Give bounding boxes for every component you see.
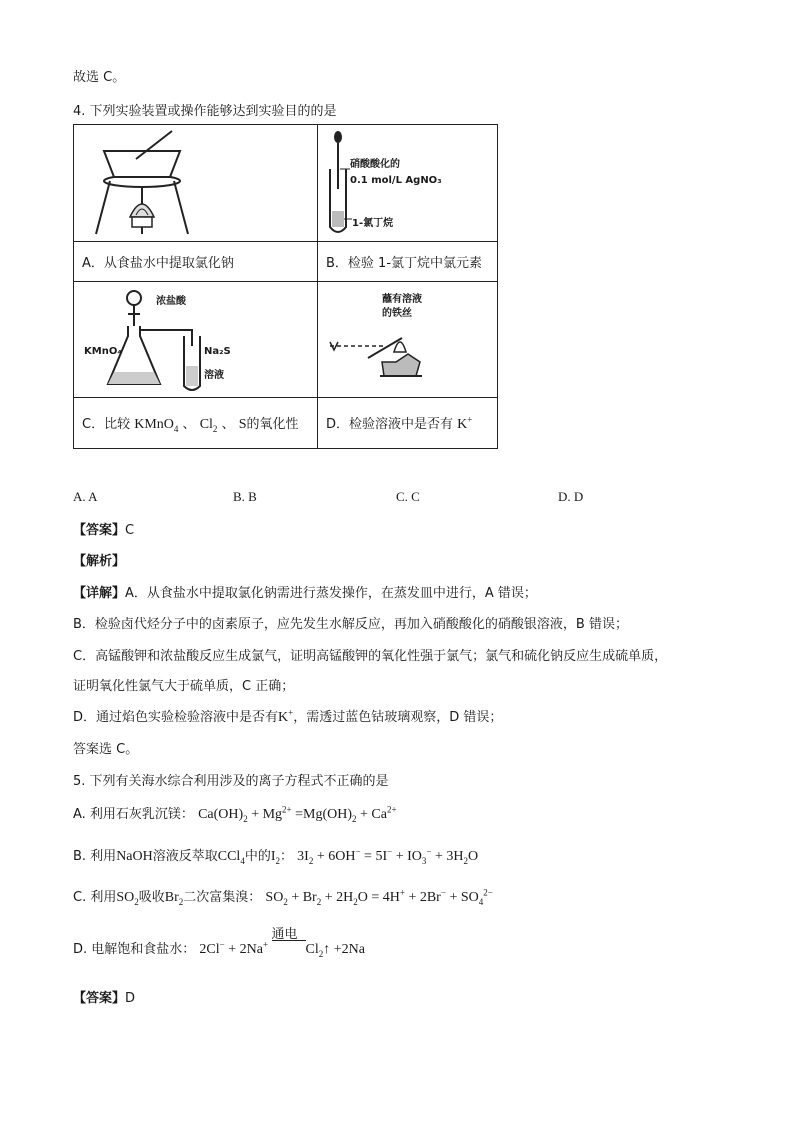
analysis-tag: 【解析】 (73, 554, 126, 569)
question-4-stem: 4. 下列实验装置或操作能够达到实验目的的是 (73, 104, 337, 119)
caption-d-ion: K+ (457, 414, 473, 432)
q5-option-b: B. 利用NaOH溶液反萃取CCl$_4$中的$I_2$： $3I_2 + 6OH^- = 5I^- + IO_3^- + 3H_2O$ (73, 846, 479, 866)
q5-equation-a: $Ca(OH)_2 + Mg^{2+} =Mg(OH)_2 + Ca^{2+}$ (198, 804, 397, 824)
detail-a: 【详解】A．从食盐水中提取氯化钠需进行蒸发操作，在蒸发皿中进行，A 错误； (73, 586, 537, 601)
option-c: C. C (396, 489, 420, 504)
evaporation-apparatus-icon (92, 129, 192, 239)
detail-c-line-1: C．高锰酸钾和浓盐酸反应生成氯气，证明高锰酸钾的氧化性强于氯气；氯气和硫化钠反应生成硫单质， (73, 649, 668, 664)
q5-equation-b: $3I_2 + 6OH^- = 5I^- + IO_3^- + 3H_2O$ (297, 846, 479, 866)
figure-b-label-2: 0.1 mol/L AgNO₃ (350, 175, 442, 186)
answer-q4: 【答案】C (73, 523, 135, 538)
caption-c-kmno4: KMnO$_4$ (134, 416, 179, 434)
q5-option-d: D. 电解饱和食盐水： 2Cl− + 2Na+ 通电 $Cl_2↑ +2Na$ (73, 927, 366, 959)
figure-d-flame (318, 282, 498, 398)
figure-b-label-3: 1-氯丁烷 (352, 218, 394, 229)
figure-b-test-tube (318, 125, 498, 242)
caption-c-cl2: $Cl_2$ (199, 416, 218, 434)
option-d: D. D (558, 489, 584, 504)
figure-d-label-2: 的铁丝 (382, 308, 412, 319)
figure-d-label-1: 蘸有溶液 (382, 294, 422, 305)
caption-d: D．检验溶液中是否有 K+ (318, 398, 498, 449)
option-b: B. B (233, 489, 257, 504)
caption-c: C．比较 KMnO$_4$ 、 $Cl_2$ 、 S的氧化性 (74, 398, 318, 449)
conclusion-q4: 答案选 C。 (73, 742, 139, 757)
figure-a-evaporation (74, 125, 318, 242)
caption-a: A．从食盐水中提取氯化钠 (74, 242, 318, 282)
figure-c-label-kmno4: KMnO₄ (84, 346, 122, 357)
detail-c-line-2: 证明氧化性氯气大于硫单质，C 正确； (73, 679, 295, 694)
previous-conclusion: 故选 C。 (73, 70, 126, 85)
q5-option-c: C. 利用$SO_2$吸收$Br_2$二次富集溴： $SO_2 + Br_2 + 2H_2O = 4H^+ + 2Br^- + SO_4^{2-}$ (73, 887, 493, 907)
figure-c-label-solution: 溶液 (204, 370, 224, 381)
caption-c-prefix: C．比较 (82, 416, 131, 432)
caption-c-s: S (238, 416, 247, 432)
detail-d: D．通过焰色实验检验溶液中是否有K+，需透过蓝色钴玻璃观察，D 错误； (73, 707, 503, 725)
detail-b: B．检验卤代烃分子中的卤素原子，应先发生水解反应，再加入硝酸酸化的硝酸银溶液，B 错误； (73, 617, 628, 632)
figure-b-label-1: 硝酸酸化的 (350, 159, 400, 170)
q5-equation-d: 2Cl− + 2Na+ 通电 $Cl_2↑ +2Na$ (199, 927, 366, 959)
q5-option-a: A. 利用石灰乳沉镁： $Ca(OH)_2 + Mg^{2+} =Mg(OH)_2 + Ca^{2+}$ (73, 804, 397, 824)
answer-q5: 【答案】D (73, 991, 136, 1006)
caption-b: B．检验 1-氯丁烷中氯元素 (318, 242, 498, 282)
question-5-stem: 5. 下列有关海水综合利用涉及的离子方程式不正确的是 (73, 774, 389, 789)
experiment-table (73, 124, 498, 449)
electrolysis-arrow: 通电 (272, 939, 306, 953)
figure-c-label-hcl: 浓盐酸 (156, 296, 186, 307)
figure-c-label-na2s: Na₂S (204, 346, 231, 357)
q5-equation-c: $SO_2 + Br_2 + 2H_2O = 4H^+ + 2Br^- + SO_4^{2-}$ (265, 887, 493, 907)
figure-c-flask (74, 282, 318, 398)
option-a: A. A (73, 489, 98, 504)
